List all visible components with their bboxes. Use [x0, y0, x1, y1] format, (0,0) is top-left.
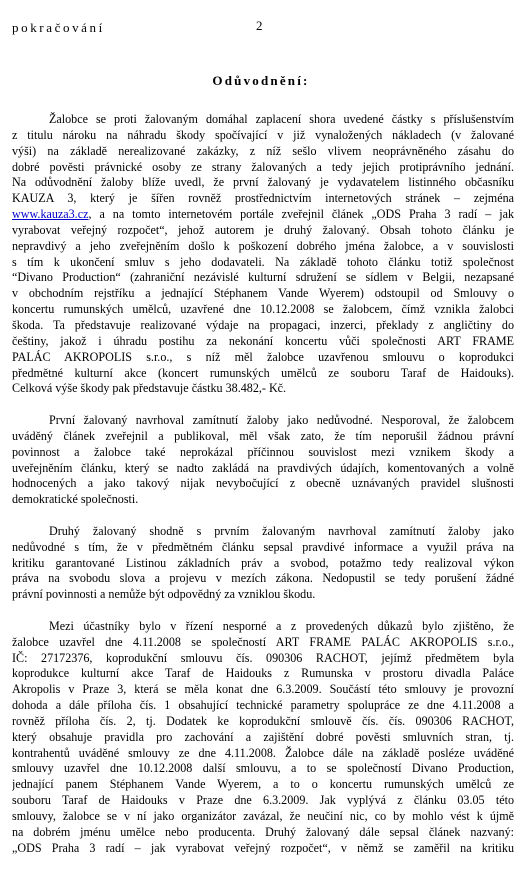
text-line: dohoda a dále příloha čís. 1 obsahující technické parametry spolupráce ze dne 4.11.2008 a — [12, 698, 514, 713]
text-line: demokratické společnosti. — [12, 492, 139, 507]
text-line: který obsahuje pravidla pro zachování a zajištění dobré pověsti smluvních stran, tj. — [12, 729, 514, 744]
text-line: nepravdivý a jeho zveřejněním došlo k poškození dobrého jména žalobce, a v souvislosti — [12, 238, 514, 253]
text-line-with-link — [12, 207, 514, 223]
text-line: Mezi účastníky bylo v řízení nesporné a z provedených důkazů bylo zjištěno, že — [49, 618, 514, 633]
page-number: 2 — [256, 18, 263, 33]
paragraph-second-defendant — [12, 524, 514, 603]
text-line: výši) na základě nerealizované zakázky, z níž sešlo vlivem neoprávněného zásahu do — [12, 143, 514, 158]
document-body — [12, 112, 514, 872]
text-line: Žalobce se proti žalovaným domáhal zaplacení shora uvedené částky s příslušenstvím — [49, 112, 514, 126]
text-line: kontrahentů uváděné smlouvy ze dne 4.11.2008. Žalobce dále na základě posléze uváděné — [12, 745, 514, 760]
text-line: žalobce uzavřel dne 4.11.2008 se společností ART FRAME PALÁC AKROPOLIS s.r.o., — [12, 634, 514, 649]
text-line: nedůvodné s tím, že v předmětném článku sepsal pravdivé informace a využil práva na — [12, 539, 514, 554]
text-line: IČ: 27172376, koprodukční smlouvu čís. 090306 RACHOT, jejímž předmětem byla — [12, 650, 514, 665]
text-line: Na odůvodnění žaloby blíže uvedl, že první žalovaný je vydavatelem listinného občasníku — [12, 175, 514, 190]
text-line: práva na svobodu slova a projevu v mezích zákona. Nedopustil se tedy porušení žádné — [12, 571, 514, 586]
text-line: češtiny, jakož i úhradu postihu za nekonání koncertu vůči společnosti ART FRAME — [12, 333, 514, 348]
text-line: jednající panem Stéphanem Vande Wyerem, a to o koncertu rumunských umělců ze — [12, 777, 514, 792]
text-line: předmětné kulturní akce (koncert rumunských umělců ze souboru Taraf de Haidouks). — [12, 365, 514, 380]
text-line: v obchodním rejstříku a jednající Stéphanem Vande Wyerem) odstoupil od Smlouvy o — [12, 286, 514, 301]
text-line: První žalovaný navrhoval zamítnutí žaloby jako nedůvodné. Nesporoval, že žalobcem — [49, 412, 514, 427]
text-line: uveřejněním článku, který se nadto zakládá na pravdivých údajích, komentovaných a volně — [12, 460, 514, 475]
text-line: hodnocených a jako takový nijak nevybočující z obecně uznávaných pravidel slušnosti — [12, 476, 514, 491]
text-line: kritiku garantované Listinou základních práv a svobod, potažmo tedy realizoval výkon — [12, 555, 514, 570]
text-line: s tím k ukončení smluv s jeho dodavateli. Na základě tohoto článku totiž společnost — [12, 254, 514, 269]
text-line: rovněž příloha čís. 2, tj. Dodatek ke koprodukční smlouvě čís. čís. 090306 RACHOT, — [12, 713, 514, 728]
text-line: smlouvy uzavřel dne 10.12.2008 další smlouvu, a to se společností Divano Production, — [12, 761, 514, 776]
section-heading: Odůvodnění: — [212, 73, 310, 88]
text-line: z titulu nároku na náhradu škody spočívající v již vynaložených nákladech (v žalované — [12, 127, 514, 142]
text-line: škoda. Ta představuje realizované výdaje na propagaci, inzerci, překlady z angličtiny do — [12, 317, 514, 332]
text-line: “Divano Production“ (zahraniční nezávislé kulturní sdružení se sídlem v Belgii, nezapsané — [12, 270, 514, 285]
text-line: smlouvy, žalobce se v ní jako organizátor zavázal, že neučiní nic, co by mohlo vést k újmě — [12, 808, 514, 823]
paragraph-first-defendant — [12, 413, 514, 508]
text-line: vyrabovat veřejný rozpočet“, jehož autorem je druhý žalovaný. Obsah tohoto článku je — [12, 222, 514, 237]
paragraph-claim — [12, 112, 514, 397]
text-line: dobré pověsti právnické osoby ze strany žalovaných a tedy jejich protiprávního jednání. — [12, 159, 514, 174]
text-line: právní povinnosti a nemůže být odpovědný za vzniklou škodu. — [12, 587, 316, 602]
link-line-rest: , a na tomto internetovém portále zveřejnil článek „ODS Praha 3 radí – jak — [88, 207, 514, 222]
text-line: uváděný článek zveřejnil a publikoval, měl však zato, že tím neporušil žádnou právní — [12, 428, 514, 443]
paragraph-findings — [12, 619, 514, 857]
text-line: povinnost a žalobce také neprokázal příčinnou souvislost mezi vznikem škody a — [12, 444, 514, 459]
text-line: Celková výše škody pak představuje částku 38.482,- Kč. — [12, 381, 287, 396]
kauza3-link[interactable]: www.kauza3.cz — [12, 207, 89, 222]
continuation-label: pokračování — [12, 20, 105, 35]
text-line: koncertu rumunských umělců, uzavřené dne 10.12.2008 se žalobcem, čímž vznikla žalobci — [12, 302, 514, 317]
text-line: PALÁC AKROPOLIS s.r.o., s níž měl žalobce uzavřenou smlouvu o koprodukci — [12, 349, 514, 364]
text-line: „ODS Praha 3 radí – jak vyrabovat veřejný rozpočet“, v němž se zaměřil na kritiku — [12, 840, 514, 855]
text-line: souboru Taraf de Haidouks v Praze dne 6.3.2009. Jak vyplývá z článku 03.05 této — [12, 793, 514, 808]
text-line: na dobrém jménu umělce nebo producenta. Druhý žalovaný dále sepsal článek nazvaný: — [12, 824, 514, 839]
text-line: KAUZA 3, který je šířen rovněž prostřednictvím internetových stránek – zejména — [12, 191, 514, 206]
text-line: Druhý žalovaný shodně s prvním žalovaným navrhoval zamítnutí žaloby jako — [49, 523, 514, 538]
text-line: koprodukce kulturní akce Taraf de Haidouks z Rumunska v prostoru divadla Paláce — [12, 666, 514, 681]
text-line: Akropolis v Praze 3, která se měla konat dne 6.3.2009. Součástí této smlouvy je provozní — [12, 682, 514, 697]
